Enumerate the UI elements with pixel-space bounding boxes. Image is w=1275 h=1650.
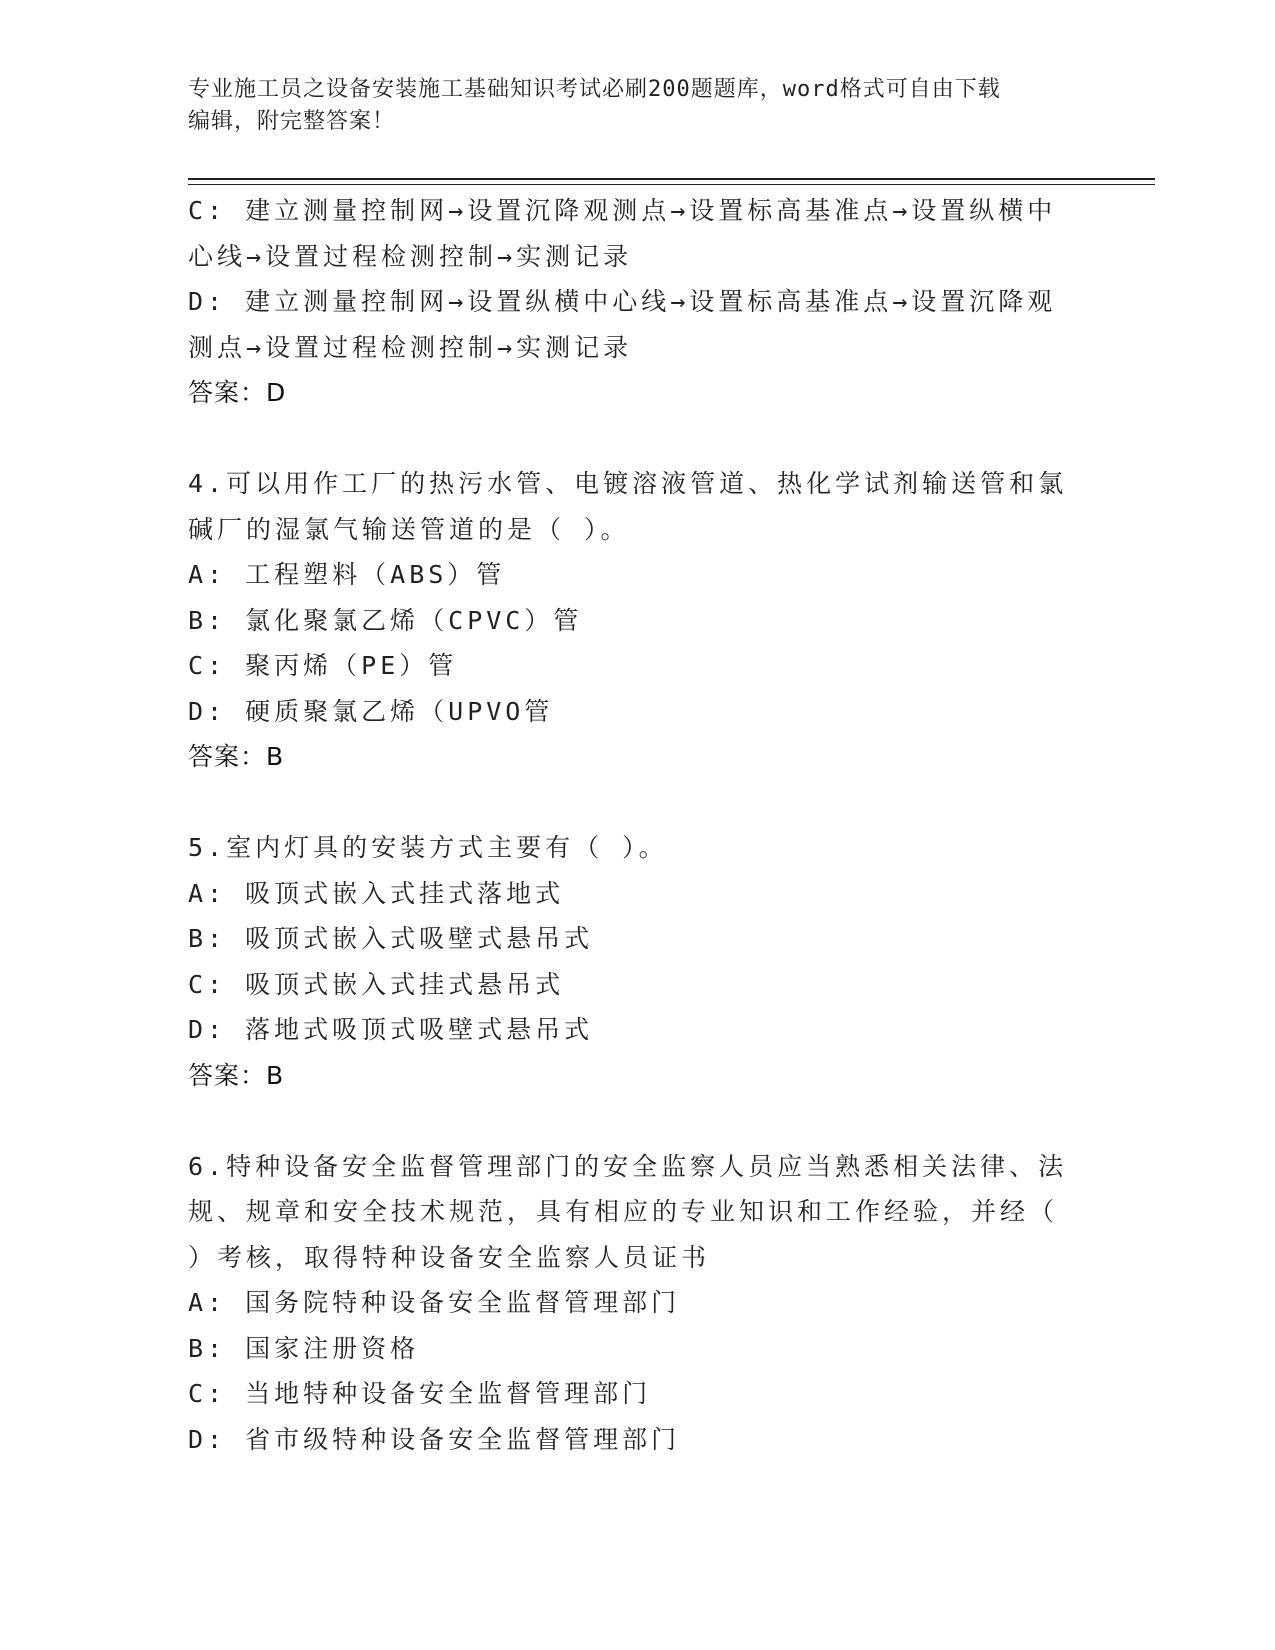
q3-option-c-line-1: C: 建立测量控制网→设置沉降观测点→设置标高基准点→设置纵横中: [188, 196, 1057, 225]
q5-option-c: C: 吸顶式嵌入式挂式悬吊式: [188, 969, 565, 999]
question-list: [188, 188, 1088, 1462]
question-5: [188, 825, 1088, 1098]
question-spacer: [188, 416, 1088, 462]
document-header: [188, 74, 1068, 138]
q6-option-b: B: 国家注册资格: [188, 1333, 420, 1363]
q3-option-c-line-2: 心线→设置过程检测控制→实测记录: [188, 241, 633, 271]
q4-option-c: C: 聚丙烯（PE）管: [188, 651, 458, 680]
q5-option-a: A: 吸顶式嵌入式挂式落地式: [188, 878, 565, 908]
q6-stem-line-1: 6.特种设备安全监督管理部门的安全监察人员应当熟悉相关法律、法: [188, 1151, 1068, 1181]
q5-stem: 5.室内灯具的安装方式主要有（ ）。: [188, 833, 668, 862]
q5-option-d: D: 落地式吸顶式吸壁式悬吊式: [188, 1015, 594, 1044]
q4-answer: 答案：B: [188, 742, 285, 771]
q6-stem-line-2: 规、规章和安全技术规范，具有相应的专业知识和工作经验，并经（: [188, 1197, 1059, 1226]
q4-option-b: B: 氯化聚氯乙烯（CPVC）管: [188, 605, 583, 635]
q6-option-a: A: 国务院特种设备安全监督管理部门: [188, 1288, 681, 1317]
question-3-tail: [188, 188, 1088, 416]
question-6: [188, 1144, 1088, 1463]
q4-stem-line-1: 4.可以用作工厂的热污水管、电镀溶液管道、热化学试剂输送管和氯: [188, 469, 1068, 498]
q4-stem-line-2: 碱厂的湿氯气输送管道的是（ ）。: [188, 514, 630, 544]
q6-option-c: C: 当地特种设备安全监督管理部门: [188, 1379, 652, 1408]
question-4: [188, 461, 1088, 780]
header-title-line-2: 编辑，附完整答案！: [188, 109, 396, 134]
q6-stem-line-3: ）考核，取得特种设备安全监察人员证书: [188, 1242, 711, 1272]
header-title-line-1: 专业施工员之设备安装施工基础知识考试必刷200题题库，word格式可自由下载: [188, 77, 1001, 102]
q3-answer: 答案：D: [188, 378, 287, 407]
q5-answer: 答案：B: [188, 1060, 285, 1090]
q3-option-d-line-2: 测点→设置过程检测控制→实测记录: [188, 332, 633, 362]
q4-option-d: D: 硬质聚氯乙烯（UPVO管: [188, 696, 554, 726]
q4-option-a: A: 工程塑料（ABS）管: [188, 560, 506, 589]
q6-option-d: D: 省市级特种设备安全监督管理部门: [188, 1424, 681, 1454]
header-divider-thin: [188, 184, 1155, 185]
question-spacer: [188, 1098, 1088, 1144]
q3-option-d-line-1: D: 建立测量控制网→设置纵横中心线→设置标高基准点→设置沉降观: [188, 287, 1057, 316]
header-divider-thick: [188, 178, 1155, 180]
question-spacer: [188, 780, 1088, 826]
q5-option-b: B: 吸顶式嵌入式吸壁式悬吊式: [188, 924, 594, 953]
